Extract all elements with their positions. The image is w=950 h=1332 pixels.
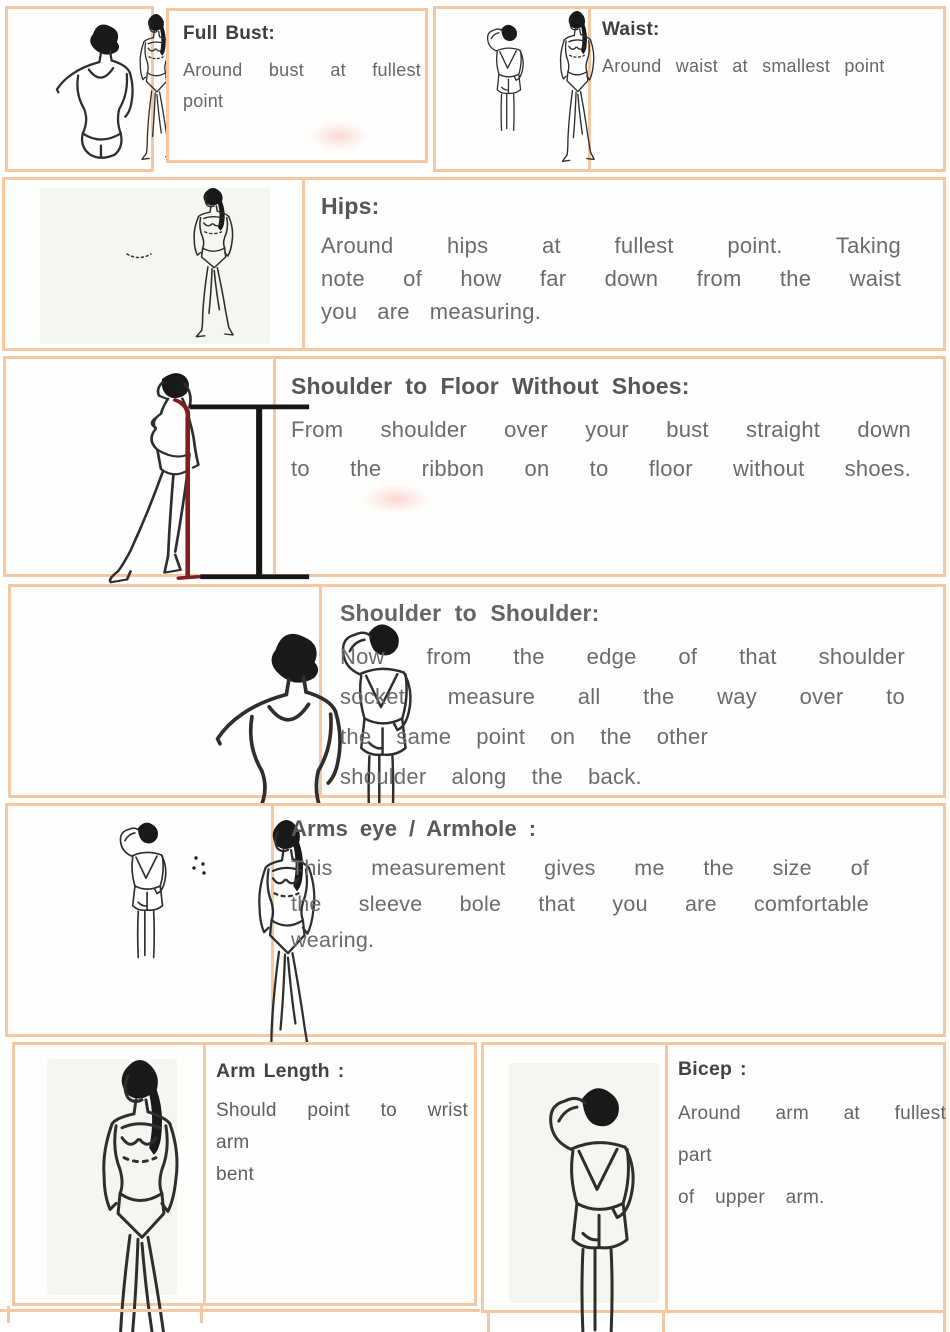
body-line: the same point on the other xyxy=(340,724,709,749)
section-full-bust xyxy=(166,8,428,163)
bottom-row-edge xyxy=(7,1306,10,1323)
section-arm-length xyxy=(12,1042,477,1306)
bottom-row-edge xyxy=(200,1306,203,1323)
body-line: Now from the edge of that shoulder xyxy=(340,644,905,669)
section-bicep xyxy=(481,1042,946,1313)
shoulder-to-shoulder-figure xyxy=(71,623,311,787)
body-line: From shoulder over your bust straight down xyxy=(291,417,911,442)
full-bust-figure xyxy=(10,12,155,172)
scan-smudge xyxy=(361,484,431,514)
section-waist xyxy=(433,6,946,172)
shoulder-to-floor-body xyxy=(291,410,911,488)
body-line: socket measure all the way over to xyxy=(340,684,905,709)
shoulder-to-floor-divider xyxy=(273,359,276,574)
scan-smudge xyxy=(309,121,369,151)
shoulder-to-floor-figure xyxy=(64,367,254,567)
hips-heading: Hips: xyxy=(321,193,380,219)
body-line: the sleeve bole that you are comfortable xyxy=(291,892,869,916)
body-line: Should point to wrist arm xyxy=(216,1100,468,1153)
body-line: Around arm at fullest part xyxy=(678,1103,946,1166)
bottom-row-edge xyxy=(0,1309,480,1312)
hips-figure xyxy=(45,186,245,348)
arms-eye-heading: Arms eye / Armhole : xyxy=(291,816,537,841)
body-line: note of how far down from the waist xyxy=(321,266,901,291)
section-shoulder-to-shoulder xyxy=(8,584,946,798)
section-arms-eye xyxy=(5,803,946,1037)
body-line: you are measuring. xyxy=(321,299,542,324)
bicep-figure xyxy=(514,1087,614,1299)
bottom-row-edge xyxy=(662,1313,665,1332)
full-bust-heading: Full Bust: xyxy=(183,23,275,44)
hips-body xyxy=(321,229,901,328)
body-line: Around bust at fullest point xyxy=(183,60,421,111)
body-line: bent xyxy=(216,1164,254,1185)
body-line: wearing. xyxy=(291,928,375,952)
body-line: This measurement gives me the size of xyxy=(291,856,869,880)
arm-length-figure xyxy=(55,1059,165,1301)
full-bust-figure-panel xyxy=(5,6,154,172)
arm-length-divider xyxy=(203,1045,206,1303)
bicep-heading: Bicep : xyxy=(678,1058,747,1080)
shoulder-to-floor-heading: Shoulder to Floor Without Shoes: xyxy=(291,373,690,399)
bottom-row-edge xyxy=(487,1313,490,1332)
shoulder-to-shoulder-heading: Shoulder to Shoulder: xyxy=(340,600,600,626)
body-line: of upper arm. xyxy=(678,1187,825,1208)
section-shoulder-to-floor xyxy=(3,356,946,577)
bicep-body xyxy=(678,1093,946,1219)
arm-length-heading: Arm Length : xyxy=(216,1060,345,1082)
waist-figure xyxy=(437,11,587,173)
arm-length-body xyxy=(216,1095,468,1191)
body-line: shoulder along the back. xyxy=(340,764,642,789)
shoulder-to-shoulder-body xyxy=(340,637,905,797)
bottom-row-edge xyxy=(943,1313,946,1332)
hips-divider xyxy=(302,180,305,348)
body-line: Around hips at fullest point. Taking xyxy=(321,233,901,258)
body-line: to the ribbon on to floor without shoes. xyxy=(291,456,911,481)
waist-body xyxy=(602,51,922,82)
arms-eye-figure xyxy=(36,818,271,1030)
body-line: Around waist at smallest point xyxy=(602,56,885,76)
full-bust-body xyxy=(183,55,421,117)
bicep-divider xyxy=(665,1045,668,1310)
waist-heading: Waist: xyxy=(602,19,660,40)
section-hips xyxy=(2,177,946,351)
arms-eye-body xyxy=(291,850,869,958)
